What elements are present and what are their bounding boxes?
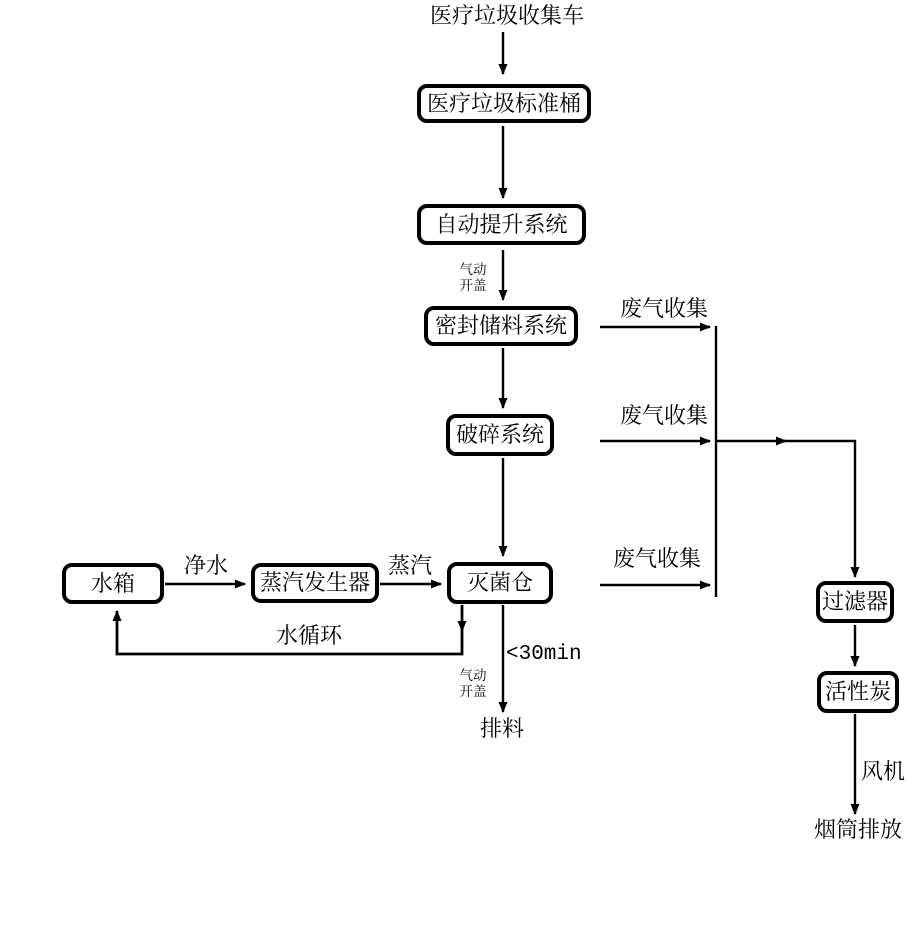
arrow-wastegas-into-filter xyxy=(784,441,855,577)
edge-label-steam: 蒸汽 xyxy=(387,553,432,578)
edge-label-fan: 风机 xyxy=(861,759,906,784)
node-sealed-storage: 密封储料系统 xyxy=(424,306,578,346)
node-standard-bucket: 医疗垃圾标准桶 xyxy=(417,84,591,123)
node-discharge: 排料 xyxy=(479,716,524,741)
node-crushing-system: 破碎系统 xyxy=(446,414,554,456)
node-sterilization-chamber: 灭菌仓 xyxy=(447,562,553,604)
pneumatic-2-line1: 气动 xyxy=(459,668,487,683)
node-auto-lift: 自动提升系统 xyxy=(417,204,586,245)
edge-label-pneumatic-lid-2 xyxy=(450,668,496,700)
pneumatic-2-line2: 开盖 xyxy=(459,684,487,699)
pneumatic-1-line2: 开盖 xyxy=(459,278,487,293)
edge-label-waste-gas-2: 废气收集 xyxy=(619,403,708,428)
node-filter: 过滤器 xyxy=(816,581,894,623)
edge-label-waste-gas-1: 废气收集 xyxy=(619,296,708,321)
node-activated-carbon: 活性炭 xyxy=(817,671,899,713)
edge-label-duration: <30min xyxy=(506,643,582,666)
node-steam-generator: 蒸汽发生器 xyxy=(251,563,379,603)
pneumatic-1-line1: 气动 xyxy=(459,262,487,277)
node-chimney-emission: 烟筒排放 xyxy=(813,817,902,842)
edge-label-waste-gas-3: 废气收集 xyxy=(612,546,701,571)
node-water-tank: 水箱 xyxy=(62,563,164,604)
edge-label-clean-water: 净水 xyxy=(183,553,228,578)
edge-label-pneumatic-lid-1 xyxy=(450,262,496,294)
node-collection-truck: 医疗垃圾收集车 xyxy=(429,3,584,28)
edge-label-water-cycle: 水循环 xyxy=(275,623,342,648)
